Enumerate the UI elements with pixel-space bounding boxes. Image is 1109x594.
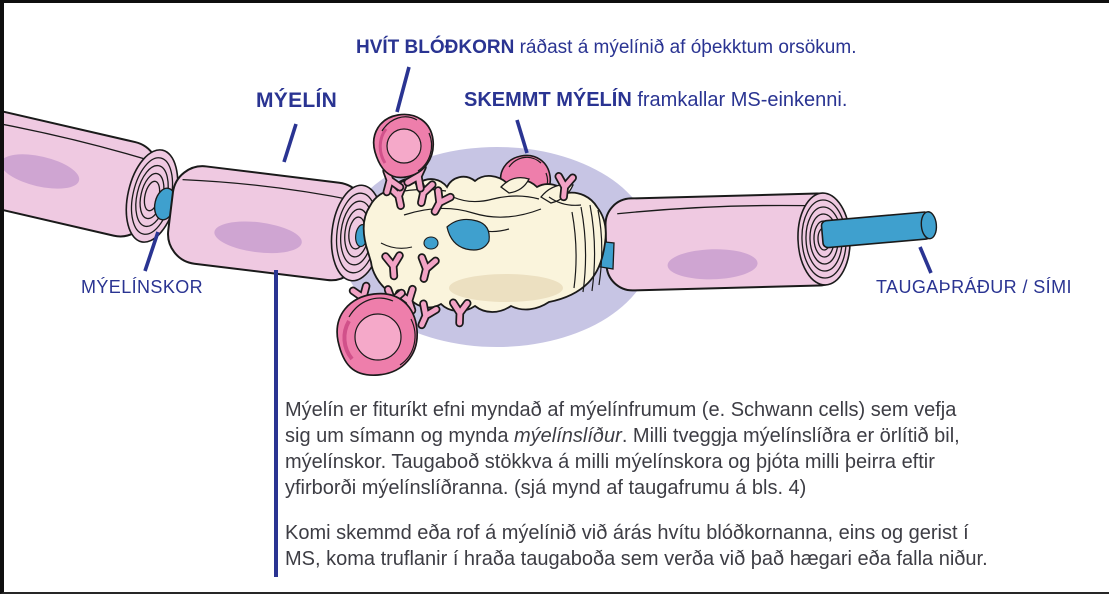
label-skemmt-myelin xyxy=(464,89,847,112)
label-myelin: MÝELÍN xyxy=(256,89,338,112)
pointer-line-taugathradur xyxy=(920,247,931,273)
label-hvit-blodkorn-rest: ráðast á mýelínið af óþekktum orsökum. xyxy=(514,37,857,58)
paragraph-line: yfirborði mýelínslíðranna. (sjá mynd af taugafrumu á bls. 4) xyxy=(285,477,807,499)
label-myelinskor: MÝELÍNSKOR xyxy=(81,277,204,297)
paragraph-line: MS, koma truflanir í hraða taugaboða sem verða við það hægari eða falla niður. xyxy=(285,548,988,570)
label-skemmt-myelin-bold: SKEMMT MÝELÍN xyxy=(464,89,632,111)
lesion-shading xyxy=(449,274,563,302)
paragraph-line xyxy=(285,423,960,449)
label-hvit-blodkorn xyxy=(356,37,856,59)
label-taugathradur-simi: TAUGAÞRÁÐUR / SÍMI xyxy=(876,277,1072,297)
paragraph-italic-term: mýelínslíður xyxy=(514,425,622,447)
paragraph-text: . Milli tveggja mýelínslíðra er örlítið bil, xyxy=(621,425,960,447)
paragraph-line: mýelínskor. Taugaboð stökkva á milli mýelínskora og þjóta milli þeirra eftir xyxy=(285,451,935,473)
label-skemmt-myelin-rest: framkallar MS-einkenni. xyxy=(631,89,848,111)
paragraph-text: sig um símann og mynda xyxy=(285,425,514,447)
label-hvit-blodkorn-bold: HVÍT BLÓÐKORN xyxy=(356,37,515,58)
paragraph-ms-damage xyxy=(285,520,988,572)
pointer-line-hvit-blodkorn xyxy=(397,67,409,112)
paragraph-myelin-description xyxy=(285,397,960,501)
paragraph-line: Mýelín er fituríkt efni myndað af mýelínfrumum (e. Schwann cells) sem vefja xyxy=(285,399,957,421)
paragraph-line: Komi skemmd eða rof á mýelínið við árás hvítu blóðkornanna, eins og gerist í xyxy=(285,522,969,544)
pointer-line-myelin xyxy=(284,124,296,162)
